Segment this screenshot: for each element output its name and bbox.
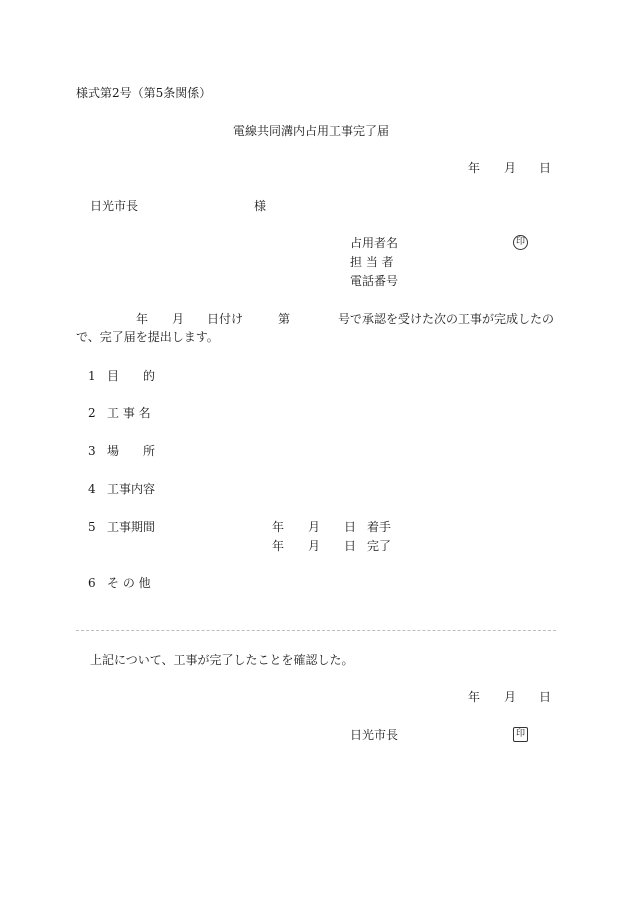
confirmation-date-month: 月 bbox=[504, 690, 517, 704]
item-number: 5 bbox=[88, 520, 96, 534]
item-purpose-label: 目 的 bbox=[107, 369, 156, 383]
body-date-suffix: 日付け bbox=[207, 312, 244, 326]
confirmation-date-day: 日 bbox=[539, 690, 552, 704]
item-other-label: そ の 他 bbox=[107, 576, 151, 590]
body-line1-rest: 号で承認を受けた次の工事が完成したの bbox=[338, 312, 555, 326]
item-number: 6 bbox=[88, 576, 96, 590]
item-number: 2 bbox=[88, 406, 96, 420]
period-start-label: 着手 bbox=[367, 520, 392, 534]
form-number: 様式第2号（第5条関係） bbox=[76, 86, 212, 100]
section-divider bbox=[76, 630, 556, 631]
person-in-charge-label: 担 当 者 bbox=[350, 255, 394, 269]
confirmation-signer: 日光市長 bbox=[350, 728, 399, 742]
period-end-month: 月 bbox=[308, 539, 321, 553]
date-day-label: 日 bbox=[539, 161, 552, 175]
period-start-day: 日 bbox=[344, 520, 357, 534]
period-start-month: 月 bbox=[308, 520, 321, 534]
item-work-period-label: 工事期間 bbox=[107, 520, 156, 534]
body-number-prefix: 第 bbox=[278, 312, 291, 326]
addressee: 日光市長 bbox=[90, 199, 139, 213]
occupant-name-label: 占用者名 bbox=[350, 236, 399, 250]
phone-number-label: 電話番号 bbox=[350, 274, 399, 288]
item-number: 3 bbox=[88, 444, 96, 458]
form-title: 電線共同溝内占用工事完了届 bbox=[233, 124, 390, 138]
period-end-year: 年 bbox=[272, 539, 285, 553]
item-work-content-label: 工事内容 bbox=[107, 482, 156, 496]
period-start-year: 年 bbox=[272, 520, 285, 534]
body-line2: で、完了届を提出します。 bbox=[76, 330, 219, 344]
applicant-seal-stamp: 印 bbox=[513, 235, 528, 250]
mayor-seal-stamp: 印 bbox=[513, 727, 528, 742]
item-work-name-label: 工 事 名 bbox=[107, 406, 151, 420]
item-number: 1 bbox=[88, 369, 96, 383]
confirmation-text: 上記について、工事が完了したことを確認した。 bbox=[90, 653, 354, 667]
item-number: 4 bbox=[88, 482, 96, 496]
date-year-label: 年 bbox=[468, 161, 481, 175]
item-location-label: 場 所 bbox=[107, 444, 156, 458]
body-month: 月 bbox=[172, 312, 185, 326]
date-month-label: 月 bbox=[504, 161, 517, 175]
body-year: 年 bbox=[136, 312, 149, 326]
confirmation-date-year: 年 bbox=[468, 690, 481, 704]
period-end-day: 日 bbox=[344, 539, 357, 553]
period-end-label: 完了 bbox=[367, 539, 392, 553]
honorific: 様 bbox=[254, 199, 267, 213]
